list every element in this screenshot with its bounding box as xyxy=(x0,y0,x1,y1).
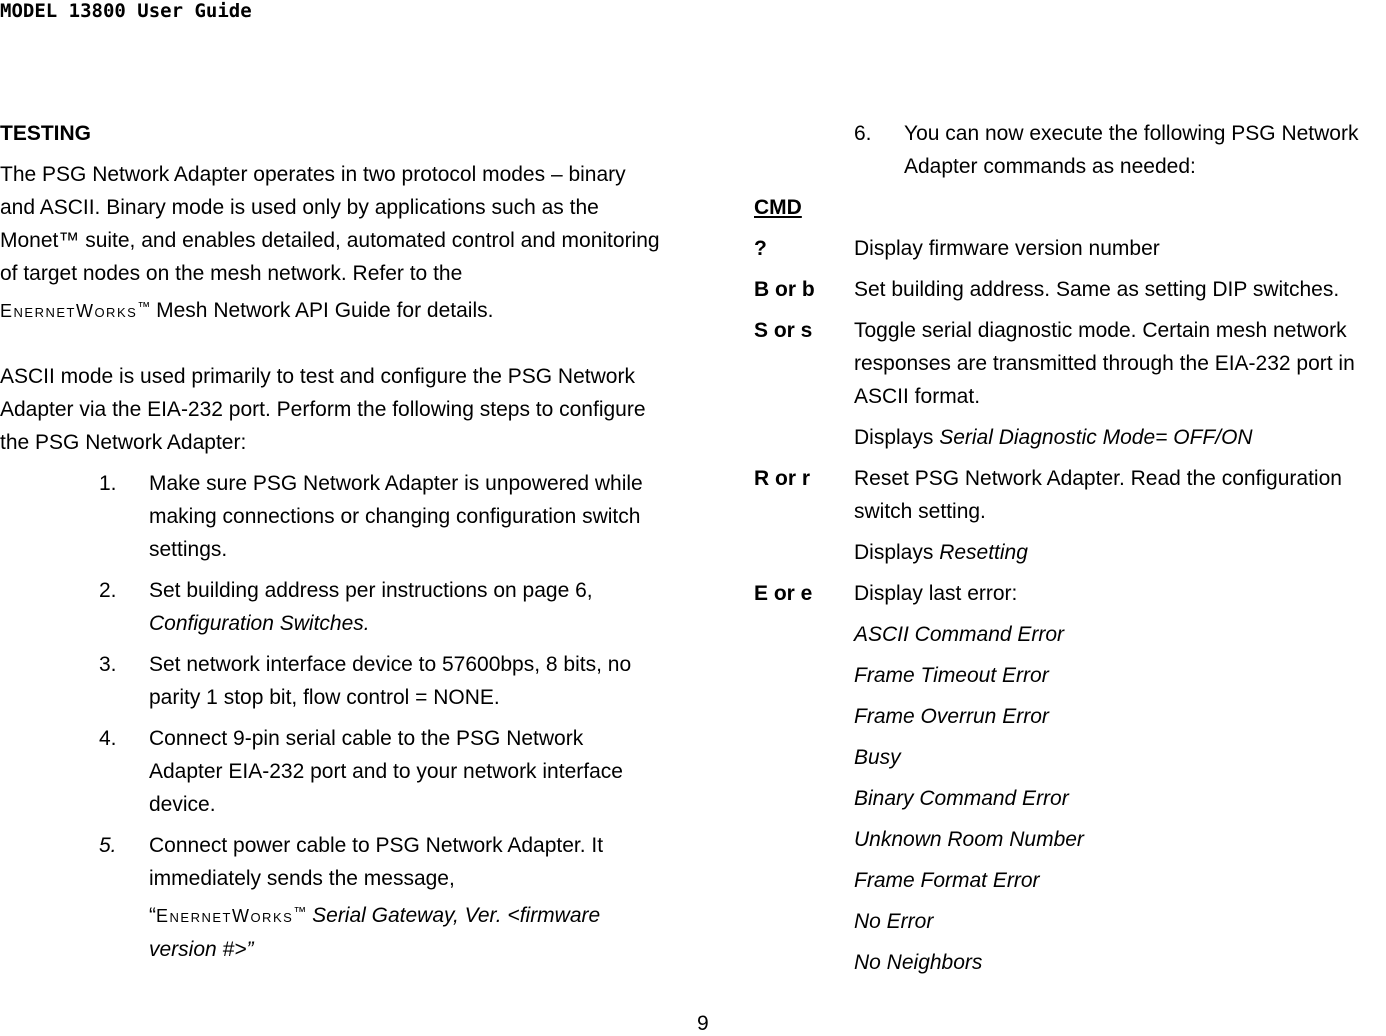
command-key: E or e xyxy=(754,582,813,605)
command-key: R or r xyxy=(754,467,811,490)
list-item xyxy=(0,467,665,566)
list-item: No Neighbors xyxy=(854,951,983,974)
list-item: Unknown Room Number xyxy=(854,828,1084,851)
command-row-help xyxy=(754,232,1386,265)
step-text: Connect 9-pin serial cable to the PSG Network Adapter EIA-232 port and to your network interface device. xyxy=(149,727,623,816)
step-number: 3. xyxy=(99,653,117,676)
trademark-symbol: ™ xyxy=(293,904,307,919)
configuration-steps-list xyxy=(0,467,665,966)
step-text-block xyxy=(149,574,659,640)
displays-value: Serial Diagnostic Mode= OFF/ON xyxy=(939,426,1253,449)
step-text: Connect power cable to PSG Network Adapter. It immediately sends the message, xyxy=(149,834,604,890)
list-item xyxy=(0,574,665,640)
document-header-title: MODEL 13800 User Guide xyxy=(0,0,252,22)
quote-open: “ xyxy=(149,904,156,927)
page-number: 9 xyxy=(697,1012,709,1035)
right-column xyxy=(754,117,1386,987)
command-key: B or b xyxy=(754,278,815,301)
list-item xyxy=(0,648,665,714)
displays-label: Displays xyxy=(854,541,940,564)
command-displays-line xyxy=(754,536,1386,569)
list-item: Frame Format Error xyxy=(854,869,1040,892)
step-italic-reference: Configuration Switches. xyxy=(149,612,370,635)
list-item: ASCII Command Error xyxy=(854,623,1065,646)
command-description: Reset PSG Network Adapter. Read the configuration switch setting. xyxy=(854,467,1342,523)
step-number: 5. xyxy=(99,834,117,857)
command-key: ? xyxy=(754,237,767,260)
step-text: Set building address per instructions on page 6, xyxy=(149,579,593,602)
left-column xyxy=(0,117,665,974)
ascii-mode-paragraph: ASCII mode is used primarily to test and configure the PSG Network Adapter via the EIA-232 port. Perform the following steps to configure the PSG Network Adapter: xyxy=(0,365,646,454)
step-number: 6. xyxy=(854,122,872,145)
command-description: Toggle serial diagnostic mode. Certain mesh network responses are transmitted through the EIA-232 port in ASCII format. xyxy=(854,319,1355,408)
gateway-message: Serial Gateway, Ver. <firmware version #>” xyxy=(149,904,601,961)
list-item xyxy=(754,117,1386,183)
list-item xyxy=(0,722,665,821)
command-row-building xyxy=(754,273,1386,306)
intro-text-end: Mesh Network API Guide for details. xyxy=(150,299,494,322)
brand-name: EnernetWorks xyxy=(0,301,138,321)
commands-header: CMD xyxy=(754,196,802,219)
list-item: Frame Overrun Error xyxy=(854,705,1049,728)
step-text: You can now execute the following PSG Network Adapter commands as needed: xyxy=(904,122,1359,178)
command-key: S or s xyxy=(754,319,813,342)
command-description: Set building address. Same as setting DIP switches. xyxy=(854,278,1340,301)
intro-text: The PSG Network Adapter operates in two protocol modes – binary and ASCII. Binary mode is used only by applications such as the Monet™ suite, and enables detailed, automated control and monitoring of target nodes on the mesh network. Refer to the xyxy=(0,163,660,285)
command-row-serial xyxy=(754,314,1386,413)
command-description: Display firmware version number xyxy=(854,237,1160,260)
step-text: Make sure PSG Network Adapter is unpowered while making connections or changing configuration switch settings. xyxy=(149,472,643,561)
list-item: No Error xyxy=(854,910,934,933)
list-item: Busy xyxy=(854,746,901,769)
step-text: Set network interface device to 57600bps, 8 bits, no parity 1 stop bit, flow control = NONE. xyxy=(149,653,632,709)
error-list xyxy=(754,618,1386,979)
step-text-block xyxy=(149,829,659,966)
displays-label: Displays xyxy=(854,426,940,449)
intro-paragraph xyxy=(0,158,665,328)
command-displays-line xyxy=(754,421,1386,454)
section-heading: TESTING xyxy=(0,122,92,145)
list-item: Binary Command Error xyxy=(854,787,1069,810)
command-description: Display last error: xyxy=(854,582,1018,605)
step-number: 2. xyxy=(99,579,117,602)
command-row-reset xyxy=(754,462,1386,528)
brand-name: EnernetWorks xyxy=(156,906,294,926)
command-row-error xyxy=(754,577,1386,610)
step-number: 4. xyxy=(99,727,117,750)
displays-value: Resetting xyxy=(939,541,1028,564)
trademark-symbol: ™ xyxy=(137,299,151,314)
step-number: 1. xyxy=(99,472,117,495)
list-item: Frame Timeout Error xyxy=(854,664,1049,687)
list-item xyxy=(0,829,665,966)
